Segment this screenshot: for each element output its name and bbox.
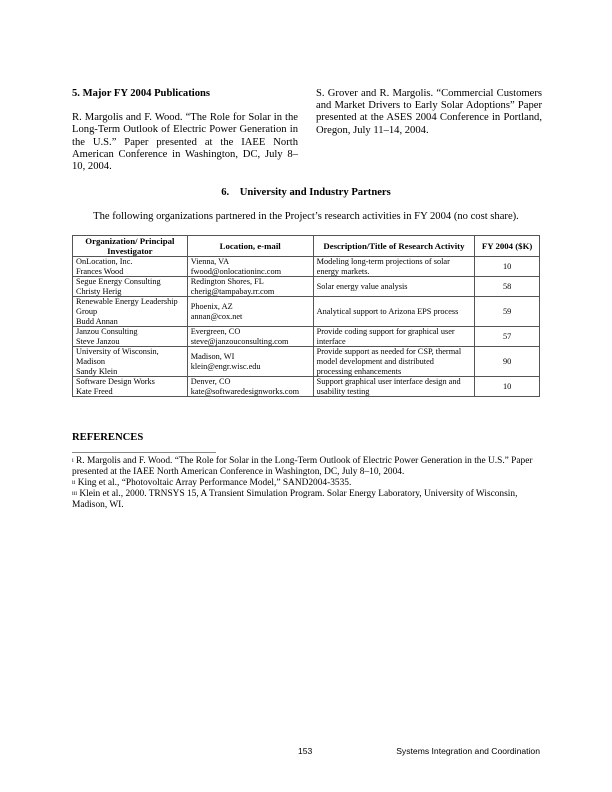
- table-cell: [187, 377, 313, 397]
- fy2004-amount: 90: [502, 356, 512, 366]
- left-column: [72, 88, 298, 173]
- footnote-text: King et al., “Photovoltaic Array Performance Model,” SAND2004-3535.: [77, 478, 352, 488]
- footnote-2: [72, 478, 542, 489]
- principal-investigator: Sandy Klein: [76, 366, 118, 376]
- table-row: [73, 327, 540, 347]
- location: Madison, WI: [190, 352, 235, 362]
- description: Solar energy value analysis: [316, 281, 408, 291]
- header-description: Description/Title of Research Activity: [313, 236, 475, 257]
- description: Analytical support to Arizona EPS process: [316, 306, 459, 316]
- email: annan@cox.net: [190, 311, 243, 321]
- footnote-mark: ii: [72, 480, 76, 486]
- table-cell: [187, 277, 313, 297]
- email: cherig@tampabay.rr.com: [190, 286, 275, 296]
- org-name: OnLocation, Inc.: [76, 257, 133, 266]
- footnote-text: Klein et al., 2000. TRNSYS 15, A Transient Simulation Program. Solar Energy Laboratory, University of Wisconsin, Madison, WI.: [72, 489, 518, 510]
- table-row: [73, 257, 540, 277]
- table-cell: [73, 327, 188, 347]
- principal-investigator: Steve Janzou: [76, 336, 120, 346]
- table-cell: [313, 347, 475, 377]
- partners-table: [72, 235, 540, 397]
- org-name: University of Wisconsin, Madison: [76, 347, 159, 366]
- fy2004-amount: 10: [502, 261, 512, 271]
- table-cell: [73, 297, 188, 327]
- org-name: Janzou Consulting: [76, 327, 138, 337]
- principal-investigator: Frances Wood: [76, 266, 124, 276]
- footnote-3: [72, 489, 542, 511]
- footnote-mark: i: [72, 458, 74, 464]
- location: Denver, CO: [190, 377, 231, 387]
- section-6-heading: 6. University and Industry Partners: [221, 187, 391, 198]
- table-header-row: [73, 236, 540, 257]
- header-location: Location, e-mail: [187, 236, 313, 257]
- table-row: [73, 277, 540, 297]
- table-row: [73, 297, 540, 327]
- email: steve@janzouconsulting.com: [190, 336, 289, 346]
- section-5-heading: 5. Major FY 2004 Publications: [72, 88, 211, 99]
- table-cell: [475, 257, 540, 277]
- description: Provide coding support for graphical user interface: [316, 327, 455, 346]
- table-cell: [73, 347, 188, 377]
- footnote-mark: iii: [72, 491, 78, 497]
- location: Phoenix, AZ: [190, 302, 233, 312]
- table-row: [73, 347, 540, 377]
- org-name: Renewable Energy Leadership Group: [76, 297, 178, 316]
- right-column: [316, 88, 542, 137]
- table-cell: [313, 277, 475, 297]
- location: Evergreen, CO: [190, 327, 241, 337]
- fy2004-amount: 10: [502, 381, 512, 391]
- references-heading: REFERENCES: [72, 432, 144, 443]
- principal-investigator: Budd Annan: [76, 316, 118, 326]
- table-cell: [73, 257, 188, 277]
- table-cell: [475, 347, 540, 377]
- partners-intro: The following organizations partnered in the Project’s research activities in FY 2004 (no cost share).: [93, 211, 519, 222]
- footnote-rule: [72, 452, 216, 453]
- fy2004-amount: 58: [502, 281, 512, 291]
- location: Vienna, VA: [190, 257, 230, 266]
- table-cell: [187, 327, 313, 347]
- table-cell: [73, 277, 188, 297]
- email: fwood@onlocationinc.com: [190, 266, 282, 276]
- table-cell: [187, 257, 313, 277]
- location: Redington Shores, FL: [190, 277, 264, 287]
- table-cell: [475, 377, 540, 397]
- footnote-1: [72, 456, 542, 478]
- table-cell: [187, 297, 313, 327]
- publication-2: S. Grover and R. Margolis. “Commercial Customers and Market Drivers to Early Solar Adoptions” Paper presented at the ASES 2004 Conference in Portland, Oregon, July 11–14, 2004.: [316, 88, 542, 136]
- table-cell: [313, 377, 475, 397]
- table-cell: [187, 347, 313, 377]
- footer-section: Systems Integration and Coordination: [396, 746, 540, 756]
- header-org: Organization/ Principal Investigator: [73, 236, 188, 257]
- principal-investigator: Christy Herig: [76, 286, 122, 296]
- footnotes: [72, 456, 542, 511]
- table-cell: [475, 277, 540, 297]
- fy2004-amount: 59: [502, 306, 512, 316]
- description: Provide support as needed for CSP, thermal model development and distributed processing enhancements: [316, 347, 462, 376]
- table-cell: [475, 297, 540, 327]
- table-row: [73, 377, 540, 397]
- email: klein@engr.wisc.edu: [190, 361, 261, 371]
- org-name: Software Design Works: [76, 377, 155, 387]
- org-name: Segue Energy Consulting: [76, 277, 161, 287]
- table-cell: [73, 377, 188, 397]
- fy2004-amount: 57: [502, 331, 512, 341]
- table-cell: [313, 327, 475, 347]
- footnote-text: R. Margolis and F. Wood. “The Role for Solar in the Long-Term Outlook of Electric Power Generation in the U.S.” Paper presented at the IAEE North American Conference in Washington, DC, July 8–10, 2004.: [72, 456, 533, 477]
- page-number: 153: [298, 746, 313, 756]
- header-fy2004: FY 2004 ($K): [475, 236, 540, 257]
- table-cell: [313, 297, 475, 327]
- description: Support graphical user interface design and usability testing: [316, 377, 461, 396]
- description: Modeling long-term projections of solar energy markets.: [316, 257, 450, 276]
- table-cell: [313, 257, 475, 277]
- principal-investigator: Kate Freed: [76, 386, 113, 396]
- publication-1: R. Margolis and F. Wood. “The Role for Solar in the Long-Term Outlook of Electric Power Generation in the U.S.” Paper presented at the IAEE North American Conference in Washington, DC, July 8–10, 2004.: [72, 112, 298, 173]
- email: kate@softwaredesignworks.com: [190, 386, 300, 396]
- table-cell: [475, 327, 540, 347]
